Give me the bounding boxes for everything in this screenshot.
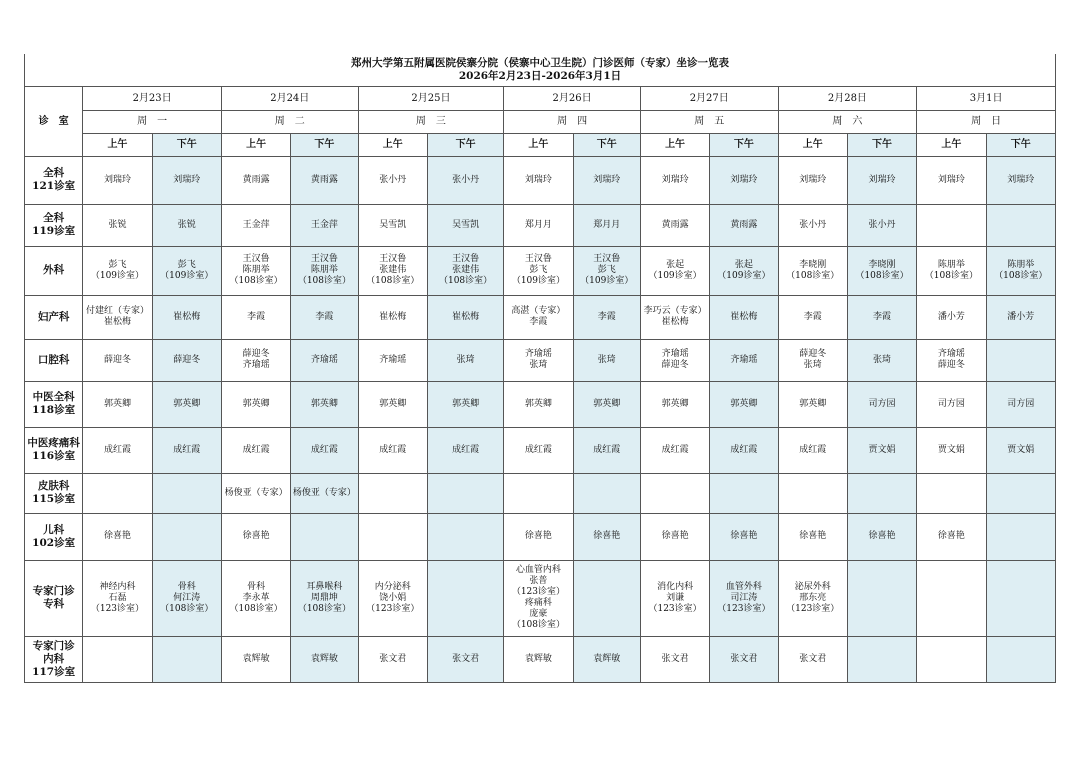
pm-cell: 杨俊亚（专家） bbox=[291, 473, 358, 513]
weekday-header: 周 三 bbox=[358, 110, 504, 133]
am-cell: 吴雪凯 bbox=[358, 204, 427, 246]
am-cell: 李晓刚 （108诊室） bbox=[778, 246, 847, 295]
am-cell: 张文君 bbox=[778, 636, 847, 682]
pm-cell: 王金萍 bbox=[291, 204, 358, 246]
pm-cell: 郭英卿 bbox=[152, 381, 221, 427]
pm-cell bbox=[986, 204, 1055, 246]
pm-cell: 王汉鲁 彭飞 （109诊室） bbox=[573, 246, 640, 295]
date-header: 2月23日 bbox=[83, 86, 222, 110]
am-cell: 张小丹 bbox=[358, 156, 427, 204]
am-cell bbox=[917, 560, 986, 636]
table-row bbox=[25, 513, 1056, 560]
pm-cell: 黄雨露 bbox=[710, 204, 778, 246]
am-cell: 陈朋举 （108诊室） bbox=[917, 246, 986, 295]
dept-cell: 皮肤科 115诊室 bbox=[25, 473, 83, 513]
am-cell: 张起 （109诊室） bbox=[640, 246, 709, 295]
am-cell: 徐喜艳 bbox=[917, 513, 986, 560]
am-cell bbox=[917, 636, 986, 682]
dept-cell: 专家门诊 专科 bbox=[25, 560, 83, 636]
pm-cell: 袁辉敏 bbox=[573, 636, 640, 682]
am-cell: 徐喜艳 bbox=[778, 513, 847, 560]
pm-cell bbox=[291, 513, 358, 560]
pm-cell: 李霞 bbox=[291, 295, 358, 339]
pm-cell bbox=[573, 560, 640, 636]
am-cell: 王汉鲁 张建伟 （108诊室） bbox=[358, 246, 427, 295]
am-cell bbox=[358, 473, 427, 513]
dept-cell: 妇产科 bbox=[25, 295, 83, 339]
am-cell: 张文君 bbox=[358, 636, 427, 682]
pm-cell: 郭英卿 bbox=[710, 381, 778, 427]
am-cell: 刘瑞玲 bbox=[917, 156, 986, 204]
am-cell: 王汉鲁 彭飞 （109诊室） bbox=[504, 246, 573, 295]
schedule-table bbox=[24, 54, 1056, 683]
pm-cell: 潘小芳 bbox=[986, 295, 1055, 339]
pm-cell: 王汉鲁 张建伟 （108诊室） bbox=[427, 246, 503, 295]
pm-cell: 崔松梅 bbox=[152, 295, 221, 339]
pm-cell bbox=[986, 339, 1055, 381]
pm-cell: 血管外科 司江涛 （123诊室） bbox=[710, 560, 778, 636]
am-header: 上午 bbox=[221, 133, 290, 156]
pm-cell: 郭英卿 bbox=[573, 381, 640, 427]
am-header: 上午 bbox=[504, 133, 573, 156]
am-cell: 黄雨露 bbox=[221, 156, 290, 204]
pm-cell: 齐瑜瑶 bbox=[291, 339, 358, 381]
pm-cell: 刘瑞玲 bbox=[152, 156, 221, 204]
am-cell: 郭英卿 bbox=[640, 381, 709, 427]
am-header: 上午 bbox=[917, 133, 986, 156]
pm-cell: 徐喜艳 bbox=[847, 513, 916, 560]
am-cell: 郭英卿 bbox=[504, 381, 573, 427]
date-header: 2月24日 bbox=[221, 86, 358, 110]
pm-cell: 崔松梅 bbox=[427, 295, 503, 339]
am-cell: 袁辉敏 bbox=[221, 636, 290, 682]
pm-cell: 贾文娟 bbox=[847, 427, 916, 473]
table-row bbox=[25, 473, 1056, 513]
am-cell: 潘小芳 bbox=[917, 295, 986, 339]
weekday-header: 周 四 bbox=[504, 110, 641, 133]
am-cell: 付建红（专家） 崔松梅 bbox=[83, 295, 152, 339]
pm-cell bbox=[986, 560, 1055, 636]
pm-cell: 耳鼻喉科 周鼎坤 （108诊室） bbox=[291, 560, 358, 636]
dept-cell: 全科 119诊室 bbox=[25, 204, 83, 246]
pm-header: 下午 bbox=[427, 133, 503, 156]
am-cell: 徐喜艳 bbox=[221, 513, 290, 560]
pm-cell: 袁辉敏 bbox=[291, 636, 358, 682]
am-header: 上午 bbox=[83, 133, 152, 156]
pm-cell bbox=[427, 473, 503, 513]
pm-cell bbox=[710, 473, 778, 513]
pm-cell: 张小丹 bbox=[847, 204, 916, 246]
am-cell: 消化内科 刘谦 （123诊室） bbox=[640, 560, 709, 636]
schedule-sheet bbox=[24, 54, 1056, 683]
pm-cell: 郭英卿 bbox=[427, 381, 503, 427]
dept-cell: 专家门诊 内科 117诊室 bbox=[25, 636, 83, 682]
pm-cell: 王汉鲁 陈朋举 （108诊室） bbox=[291, 246, 358, 295]
pm-cell: 司方园 bbox=[847, 381, 916, 427]
table-row bbox=[25, 427, 1056, 473]
dept-cell: 口腔科 bbox=[25, 339, 83, 381]
weekday-header: 周 五 bbox=[640, 110, 778, 133]
pm-cell bbox=[986, 513, 1055, 560]
am-header: 上午 bbox=[640, 133, 709, 156]
am-cell: 心血管内科 张普 （123诊室） 疼痛科 庞豪 （108诊室） bbox=[504, 560, 573, 636]
am-header: 上午 bbox=[778, 133, 847, 156]
weekday-header: 周 二 bbox=[221, 110, 358, 133]
weekday-header: 周 一 bbox=[83, 110, 222, 133]
pm-cell: 张琦 bbox=[847, 339, 916, 381]
pm-header: 下午 bbox=[291, 133, 358, 156]
date-header: 2月28日 bbox=[778, 86, 917, 110]
am-cell: 李巧云（专家） 崔松梅 bbox=[640, 295, 709, 339]
weekday-header: 周 六 bbox=[778, 110, 917, 133]
pm-cell bbox=[847, 636, 916, 682]
am-cell: 张文君 bbox=[640, 636, 709, 682]
weekday-header: 周 日 bbox=[917, 110, 1056, 133]
table-row bbox=[25, 636, 1056, 682]
am-cell: 郭英卿 bbox=[778, 381, 847, 427]
pm-cell: 贾文娟 bbox=[986, 427, 1055, 473]
pm-cell: 张起 （109诊室） bbox=[710, 246, 778, 295]
am-cell: 齐瑜瑶 薛迎冬 bbox=[640, 339, 709, 381]
pm-cell bbox=[152, 513, 221, 560]
dept-cell: 儿科 102诊室 bbox=[25, 513, 83, 560]
am-cell: 李霞 bbox=[778, 295, 847, 339]
am-cell: 高湛（专家） 李霞 bbox=[504, 295, 573, 339]
pm-cell: 齐瑜瑶 bbox=[710, 339, 778, 381]
pm-cell bbox=[986, 636, 1055, 682]
am-cell: 郭英卿 bbox=[358, 381, 427, 427]
pm-cell: 成红霞 bbox=[710, 427, 778, 473]
table-row bbox=[25, 339, 1056, 381]
am-cell: 杨俊亚（专家） bbox=[221, 473, 290, 513]
pm-cell: 张文君 bbox=[710, 636, 778, 682]
table-row bbox=[25, 246, 1056, 295]
am-cell: 成红霞 bbox=[221, 427, 290, 473]
am-cell: 神经内科 石磊 （123诊室） bbox=[83, 560, 152, 636]
pm-cell bbox=[573, 473, 640, 513]
am-cell: 徐喜艳 bbox=[83, 513, 152, 560]
pm-cell: 成红霞 bbox=[427, 427, 503, 473]
pm-cell: 李晓刚 （108诊室） bbox=[847, 246, 916, 295]
am-cell: 张小丹 bbox=[778, 204, 847, 246]
am-cell: 司方园 bbox=[917, 381, 986, 427]
pm-cell: 崔松梅 bbox=[710, 295, 778, 339]
am-cell: 徐喜艳 bbox=[640, 513, 709, 560]
am-cell: 李霞 bbox=[221, 295, 290, 339]
am-cell: 齐瑜瑶 张琦 bbox=[504, 339, 573, 381]
pm-cell: 张锐 bbox=[152, 204, 221, 246]
am-cell: 崔松梅 bbox=[358, 295, 427, 339]
table-row bbox=[25, 560, 1056, 636]
pm-cell: 成红霞 bbox=[152, 427, 221, 473]
am-cell: 成红霞 bbox=[358, 427, 427, 473]
pm-header: 下午 bbox=[847, 133, 916, 156]
date-range: 2026年2月23日-2026年3月1日 bbox=[458, 69, 622, 82]
pm-cell bbox=[847, 560, 916, 636]
dept-cell: 中医疼痛科 116诊室 bbox=[25, 427, 83, 473]
pm-cell: 郑月月 bbox=[573, 204, 640, 246]
pm-cell: 陈朋举 （108诊室） bbox=[986, 246, 1055, 295]
pm-cell bbox=[152, 473, 221, 513]
pm-cell: 黄雨露 bbox=[291, 156, 358, 204]
pm-header: 下午 bbox=[573, 133, 640, 156]
am-cell: 刘瑞玲 bbox=[504, 156, 573, 204]
am-cell: 泌尿外科 邢东亮 （123诊室） bbox=[778, 560, 847, 636]
pm-cell: 吴雪凯 bbox=[427, 204, 503, 246]
dept-cell: 中医全科 118诊室 bbox=[25, 381, 83, 427]
am-cell: 彭飞 （109诊室） bbox=[83, 246, 152, 295]
am-cell bbox=[358, 513, 427, 560]
pm-cell: 张小丹 bbox=[427, 156, 503, 204]
am-cell: 王汉鲁 陈朋举 （108诊室） bbox=[221, 246, 290, 295]
pm-header: 下午 bbox=[710, 133, 778, 156]
date-header: 2月27日 bbox=[640, 86, 778, 110]
am-cell: 贾文娟 bbox=[917, 427, 986, 473]
am-cell bbox=[917, 473, 986, 513]
am-cell bbox=[83, 473, 152, 513]
room-header: 诊 室 bbox=[25, 86, 83, 156]
am-cell: 袁辉敏 bbox=[504, 636, 573, 682]
pm-cell: 刘瑞玲 bbox=[986, 156, 1055, 204]
pm-cell: 刘瑞玲 bbox=[847, 156, 916, 204]
pm-cell: 薛迎冬 bbox=[152, 339, 221, 381]
pm-cell: 成红霞 bbox=[291, 427, 358, 473]
pm-cell bbox=[427, 513, 503, 560]
pm-cell: 张文君 bbox=[427, 636, 503, 682]
am-cell: 王金萍 bbox=[221, 204, 290, 246]
pm-cell: 李霞 bbox=[573, 295, 640, 339]
am-cell: 成红霞 bbox=[83, 427, 152, 473]
am-cell: 齐瑜瑶 bbox=[358, 339, 427, 381]
am-cell: 齐瑜瑶 薛迎冬 bbox=[917, 339, 986, 381]
pm-cell: 成红霞 bbox=[573, 427, 640, 473]
am-cell: 黄雨露 bbox=[640, 204, 709, 246]
table-title bbox=[25, 54, 1056, 86]
am-cell: 徐喜艳 bbox=[504, 513, 573, 560]
am-cell: 郑月月 bbox=[504, 204, 573, 246]
pm-cell: 骨科 何江涛 （108诊室） bbox=[152, 560, 221, 636]
table-row bbox=[25, 381, 1056, 427]
am-cell bbox=[640, 473, 709, 513]
am-cell bbox=[778, 473, 847, 513]
pm-cell bbox=[847, 473, 916, 513]
date-header: 2月26日 bbox=[504, 86, 641, 110]
table-row bbox=[25, 156, 1056, 204]
date-header: 2月25日 bbox=[358, 86, 504, 110]
pm-cell bbox=[427, 560, 503, 636]
pm-cell: 张琦 bbox=[573, 339, 640, 381]
am-cell: 张锐 bbox=[83, 204, 152, 246]
am-cell: 刘瑞玲 bbox=[640, 156, 709, 204]
title-text: 郑州大学第五附属医院侯寨分院（侯寨中心卫生院）门诊医师（专家）坐诊一览表 bbox=[351, 56, 729, 69]
pm-cell: 李霞 bbox=[847, 295, 916, 339]
pm-cell: 彭飞 （109诊室） bbox=[152, 246, 221, 295]
am-cell: 薛迎冬 齐瑜瑶 bbox=[221, 339, 290, 381]
am-cell bbox=[83, 636, 152, 682]
date-header: 3月1日 bbox=[917, 86, 1056, 110]
pm-cell bbox=[986, 473, 1055, 513]
pm-cell: 徐喜艳 bbox=[573, 513, 640, 560]
am-cell: 内分泌科 饶小娟 （123诊室） bbox=[358, 560, 427, 636]
dept-cell: 外科 bbox=[25, 246, 83, 295]
am-header: 上午 bbox=[358, 133, 427, 156]
table-row bbox=[25, 204, 1056, 246]
dept-cell: 全科 121诊室 bbox=[25, 156, 83, 204]
pm-cell: 司方园 bbox=[986, 381, 1055, 427]
am-cell: 成红霞 bbox=[778, 427, 847, 473]
am-cell: 骨科 李永革 （108诊室） bbox=[221, 560, 290, 636]
am-cell: 刘瑞玲 bbox=[83, 156, 152, 204]
am-cell: 薛迎冬 张琦 bbox=[778, 339, 847, 381]
am-cell: 薛迎冬 bbox=[83, 339, 152, 381]
pm-header: 下午 bbox=[152, 133, 221, 156]
am-cell: 成红霞 bbox=[504, 427, 573, 473]
pm-cell: 刘瑞玲 bbox=[710, 156, 778, 204]
pm-cell: 刘瑞玲 bbox=[573, 156, 640, 204]
am-cell: 成红霞 bbox=[640, 427, 709, 473]
pm-cell: 徐喜艳 bbox=[710, 513, 778, 560]
am-cell: 郭英卿 bbox=[221, 381, 290, 427]
table-row bbox=[25, 295, 1056, 339]
pm-cell bbox=[152, 636, 221, 682]
am-cell bbox=[504, 473, 573, 513]
am-cell: 郭英卿 bbox=[83, 381, 152, 427]
am-cell: 刘瑞玲 bbox=[778, 156, 847, 204]
pm-cell: 张琦 bbox=[427, 339, 503, 381]
pm-header: 下午 bbox=[986, 133, 1055, 156]
pm-cell: 郭英卿 bbox=[291, 381, 358, 427]
am-cell bbox=[917, 204, 986, 246]
